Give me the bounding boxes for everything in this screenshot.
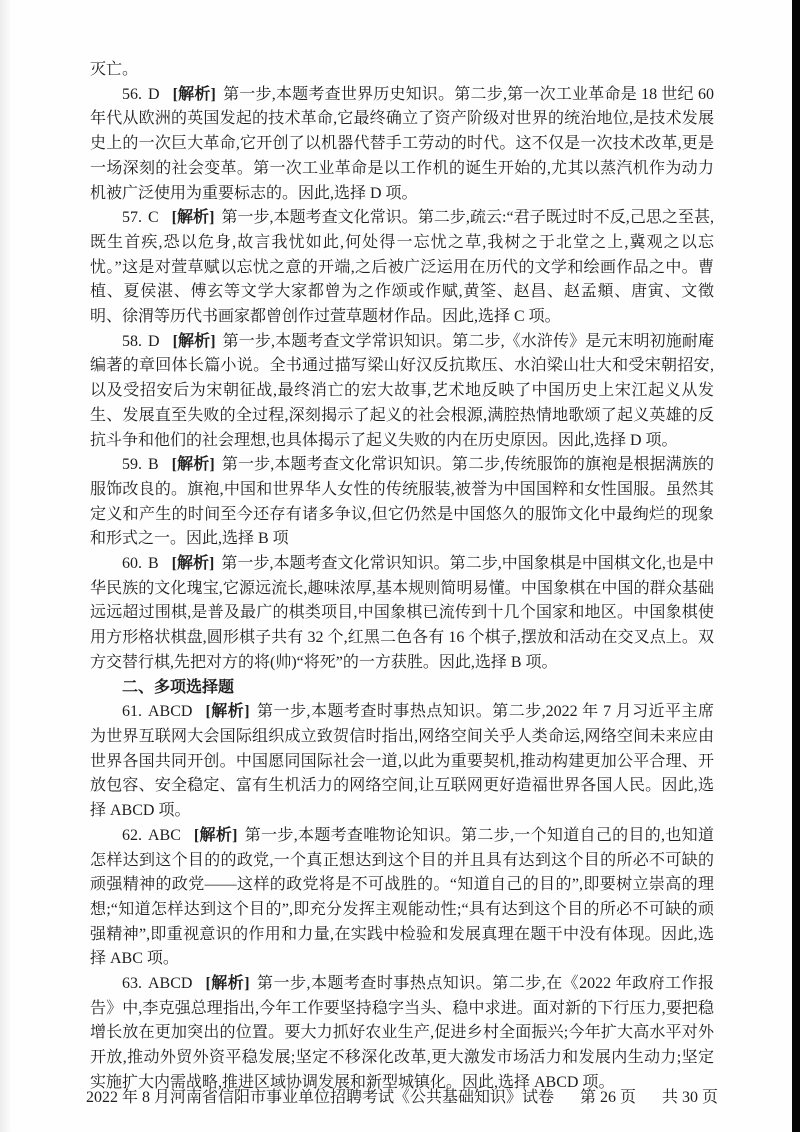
scan-edge-band xyxy=(792,0,800,1132)
analysis-text: 第一步,本题考查文化常识知识。第二步,传统服饰的旗袍是根据满族的服饰改良的。旗袍,中国和世界华人女性的传统服装,被誉为中国国粹和女性国服。虽然其定义和产生的时间至今还存有诸多争议,但它仍然是中国悠久的服饰文化中最绚烂的现象和形式之一。因此,选择 B 项 xyxy=(90,456,714,548)
question-number: 56. xyxy=(122,85,142,103)
analysis-text: 第一步,本题考查时事热点知识。第二步,在《2022 年政府工作报告》中,李克强总理指出,今年工作要坚持稳字当头、稳中求进。面对新的下行压力,要把稳增长放在更加突出的位置。要大力抓好农业生产,促进乡村全面振兴;今年扩大高水平对外开放,推动外贸外资平稳发展;坚定不移深化改革,更大激发市场活力和发展内生动力;坚定实施扩大内需战略,推进区域协调发展和新型城镇化。因此,选择 ABCD 项。 xyxy=(90,975,714,1091)
analysis-tag: [解析] xyxy=(193,826,238,844)
question-number: 61. xyxy=(122,703,142,721)
answer-item-61 xyxy=(90,700,714,824)
question-number: 57. xyxy=(122,209,142,227)
question-number: 59. xyxy=(122,456,142,474)
answer-item-57 xyxy=(90,206,714,330)
footer-page-total: 共 30 页 xyxy=(662,1089,719,1106)
analysis-tag: [解析] xyxy=(171,456,215,474)
answer-choice: C xyxy=(148,209,159,227)
question-number: 60. xyxy=(122,555,142,573)
analysis-text: 第一步,本题考查文化常识知识。第二步,中国象棋是中国棋文化,也是中华民族的文化瑰宝,它源远流长,趣味浓厚,基本规则简明易懂。中国象棋在中国的群众基础远远超过围棋,是普及最广的棋类项目,中国象棋已流传到十几个国家和地区。中国象棋使用方形格状棋盘,圆形棋子共有 32 个,红黑二色各有 16 个棋子,摆放和活动在交叉点上。双方交替行棋,先把对方的将(帅)“将死”的一方获胜。因此,选择 B 项。 xyxy=(90,555,714,671)
page-content xyxy=(90,58,714,1096)
analysis-text: 第一步,本题考查文学常识知识。第二步,《水浒传》是元末明初施耐庵编著的章回体长篇小说。全书通过描写梁山好汉反抗欺压、水泊梁山壮大和受宋朝招安,以及受招安后为宋朝征战,最终消亡的宏大故事,艺术地反映了中国历史上宋江起义从发生、发展直至失败的全过程,深刻揭示了起义的社会根源,满腔热情地歌颂了起义英雄的反抗斗争和他们的社会理想,也具体揭示了起义失败的内在历史原因。因此,选择 D 项。 xyxy=(90,332,714,449)
answer-item-60 xyxy=(90,552,714,676)
analysis-tag: [解析] xyxy=(172,85,216,103)
analysis-tag: [解析] xyxy=(205,703,250,721)
section-heading-multiple-choice: 二、多项选择题 xyxy=(122,678,235,696)
analysis-tag: [解析] xyxy=(171,209,215,227)
continuation-line: 灭亡。 xyxy=(90,61,139,78)
answer-choice: ABCD xyxy=(148,703,193,721)
answer-item-58 xyxy=(90,330,714,454)
analysis-text: 第一步,本题考查唯物论知识。第二步,一个知道自己的目的,也知道怎样达到这个目的的政党,一个真正想达到这个目的并且具有达到这个目的所必不可缺的顽强精神的政党——这样的政党将是不可战胜的。“知道自己的目的”,即要树立崇高的理想;“知道怎样达到这个目的”,即充分发挥主观能动性;“具有达到这个目的所必不可缺的顽强精神”,即重视意识的作用和力量,在实践中检验和发展真理在题干中没有体现。因此,选择 ABC 项。 xyxy=(90,826,714,968)
question-number: 58. xyxy=(122,332,142,350)
answer-item-62 xyxy=(90,824,714,972)
answer-item-63 xyxy=(90,972,714,1096)
analysis-tag: [解析] xyxy=(205,975,250,993)
analysis-tag: [解析] xyxy=(171,555,215,573)
analysis-text: 第一步,本题考查时事热点知识。第二步,2022 年 7 月习近平主席为世界互联网大会国际组织成立致贺信时指出,网络空间关乎人类命运,网络空间未来应由世界各国共同开创。中国愿同国际社会一道,以此为重要契机,推动构建更加公平合理、开放包容、安全稳定、富有生机活力的网络空间,让互联网更好造福世界各国人民。因此,选择 ABCD 项。 xyxy=(90,703,714,820)
analysis-tag: [解析] xyxy=(172,332,216,350)
answer-item-59 xyxy=(90,453,714,552)
answer-choice: B xyxy=(148,456,159,474)
footer-page-number: 第 26 页 xyxy=(580,1089,637,1106)
question-number: 63. xyxy=(122,975,142,993)
footer-title: 2022 年 8 月河南省信阳市事业单位招聘考试《公共基础知识》试卷 xyxy=(85,1089,554,1106)
answer-choice: B xyxy=(148,555,159,573)
answer-choice: D xyxy=(148,85,160,103)
analysis-text: 第一步,本题考查世界历史知识。第二步,第一次工业革命是 18 世纪 60 年代从欧洲的英国发起的技术革命,它最终确立了资产阶级对世界的统治地位,是技术发展史上的一次巨大革命,它开创了以机器代替手工劳动的时代。这不仅是一次技术改革,更是一场深刻的社会变革。第一次工业革命是以工作机的诞生开始的,尤其以蒸汽机作为动力机被广泛使用为重要标志的。因此,选择 D 项。 xyxy=(90,85,714,202)
answer-choice: ABC xyxy=(148,826,181,844)
question-number: 62. xyxy=(122,826,142,844)
answer-choice: D xyxy=(148,332,160,350)
answer-choice: ABCD xyxy=(148,975,193,993)
page-footer xyxy=(85,1086,719,1110)
answer-item-56 xyxy=(90,83,714,207)
analysis-text: 第一步,本题考查文化常识。第二步,疏云:“君子既过时不反,己思之至甚,既生首疾,恐以危身,故言我忧如此,何处得一忘忧之草,我树之于北堂之上,冀观之以忘忧。”这是对萱草赋以忘忧之意的开端,之后被广泛运用在历代的文学和绘画作品之中。曹植、夏侯湛、傅玄等文学大家都曾为之作颂或作赋,黄筌、赵昌、赵孟頫、唐寅、文徵明、徐渭等历代书画家都曾创作过萱草题材作品。因此,选择 C 项。 xyxy=(90,209,714,326)
